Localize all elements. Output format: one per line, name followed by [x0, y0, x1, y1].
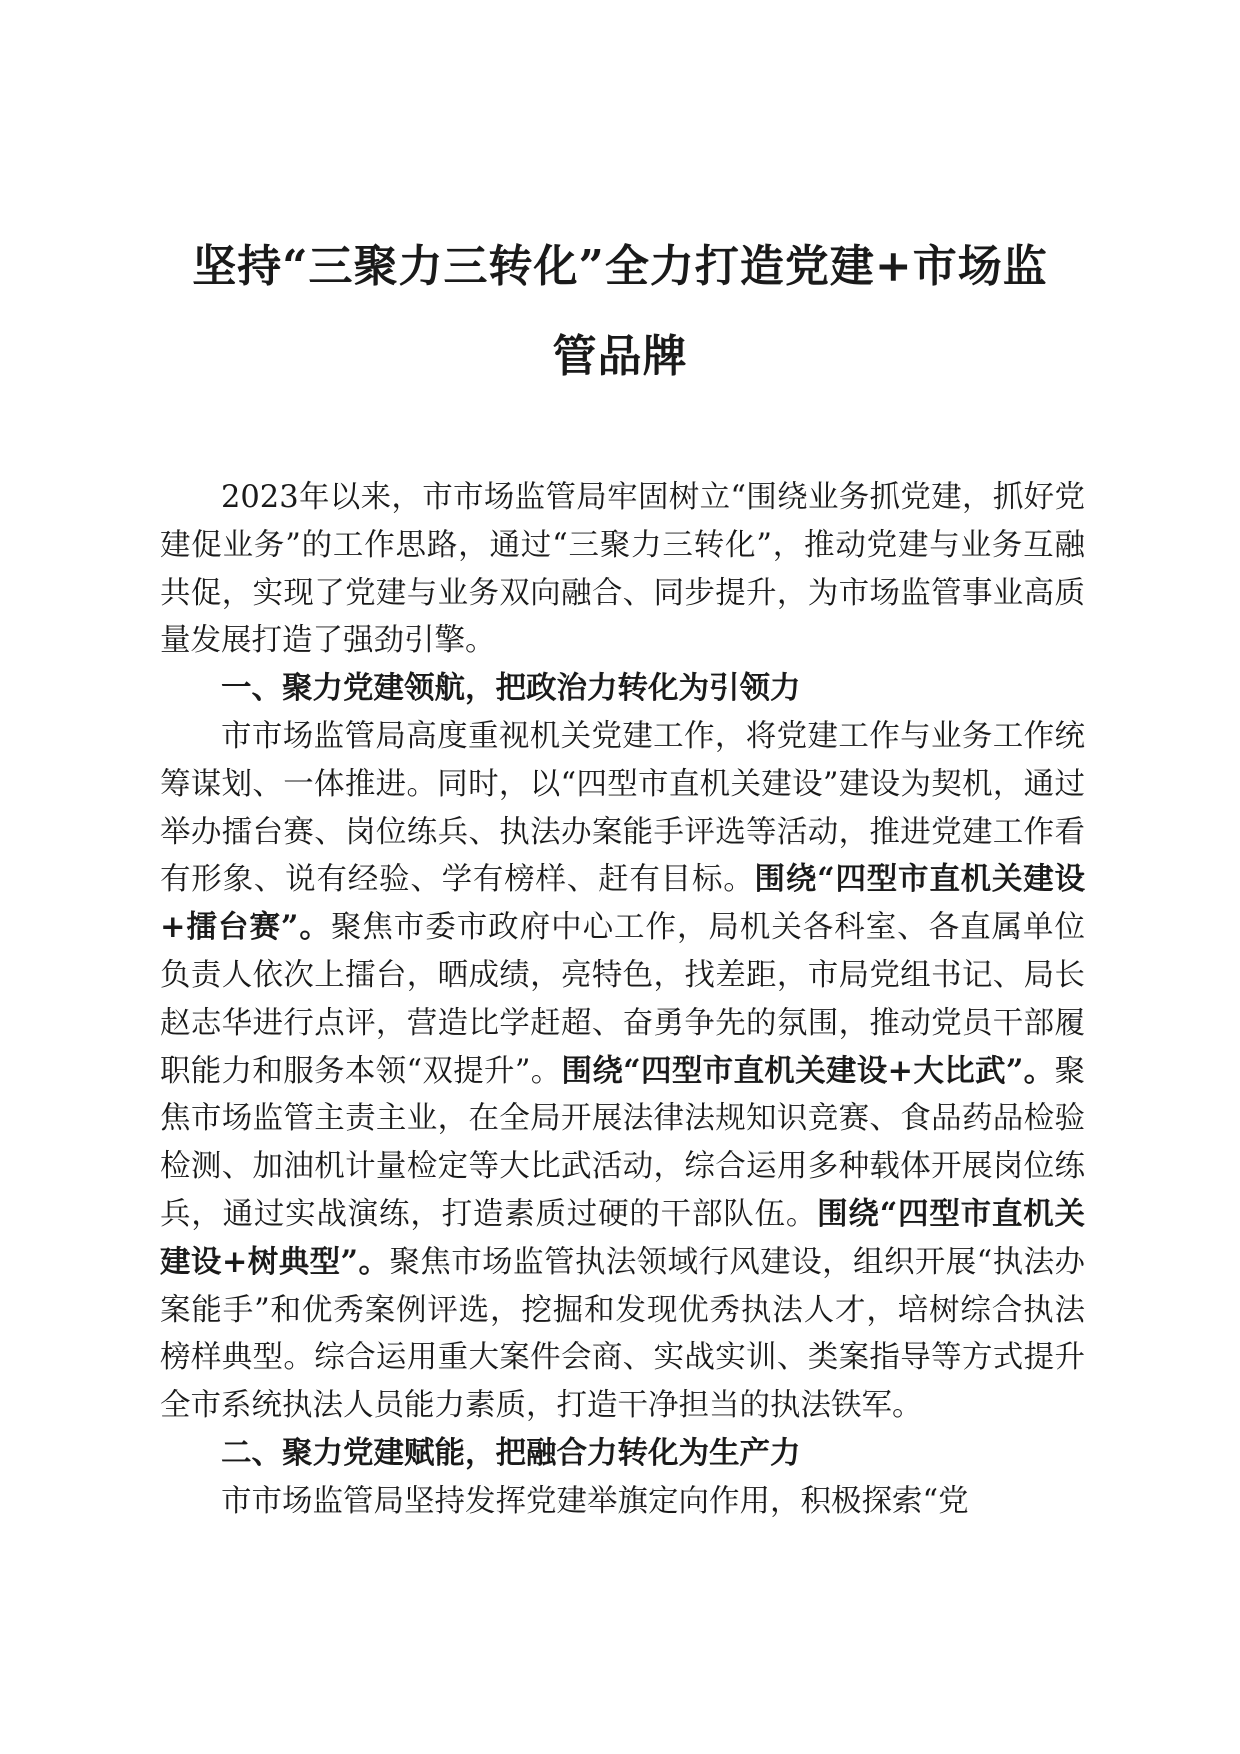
item-2-text: 聚焦市场监管主责主业，在全局开展法律法规知识竞赛、食品药品检验检测、加油机计量检定等大比武活动，综合运用多种载体开展岗位练兵，通过实战演练，打造素质过硬的干部队伍。 [160, 1053, 1085, 1232]
item-1-bold-heading: 围绕“四型市直机关建设+擂台赛”。 [160, 861, 1086, 946]
document-title [140, 222, 1100, 402]
item-3-bold-heading: 围绕“四型市直机关建设+树典型”。 [160, 1195, 1086, 1280]
section-1-lead-text: 市市场监管局高度重视机关党建工作，将党建工作与业务工作统筹谋划、一体推进。同时，以“四型市直机关建设”建设为契机，通过举办擂台赛、岗位练兵、执法办案能手评选等活动，推进党建工作看有形象、说有经验、学有榜样、赶有目标。 [160, 718, 1085, 898]
item-3-text: 聚焦市场监管执法领域行风建设，组织开展“执法办案能手”和优秀案例评选，挖掘和发现优秀执法人才，培树综合执法榜样典型。综合运用重大案件会商、实战实训、类案指导等方式提升全市系统执法人员能力素质，打造干净担当的执法铁军。 [160, 1244, 1085, 1424]
intro-paragraph: 2023年以来，市市场监管局牢固树立“围绕业务抓党建，抓好党建促业务”的工作思路，通过“三聚力三转化”，推动党建与业务互融共促，实现了党建与业务双向融合、同步提升，为市场监管事业高质量发展打造了强劲引擎。 [160, 480, 1085, 659]
item-2-bold-heading: 围绕“四型市直机关建设+大比武”。 [561, 1052, 1055, 1089]
section-1-heading: 一、聚力党建领航，把政治力转化为引领力 [221, 670, 801, 707]
section-2-paragraph: 市市场监管局坚持发挥党建举旗定向作用，积极探索“党 [221, 1483, 969, 1519]
document-body [160, 474, 1085, 1526]
item-1-text: 聚焦市委市政府中心工作，局机关各科室、各直属单位负责人依次上擂台，晒成绩，亮特色，找差距，市局党组书记、局长赵志华进行点评，营造比学赶超、奋勇争先的氛围，推动党员干部履职能力和服务本领“双提升”。 [160, 910, 1085, 1089]
section-1-paragraph [160, 713, 1085, 1430]
title-line-1: 坚持“三聚力三转化”全力打造党建+市场监 [192, 241, 1048, 292]
title-line-2: 管品牌 [552, 331, 688, 382]
section-2-heading: 二、聚力党建赋能，把融合力转化为生产力 [221, 1434, 801, 1471]
